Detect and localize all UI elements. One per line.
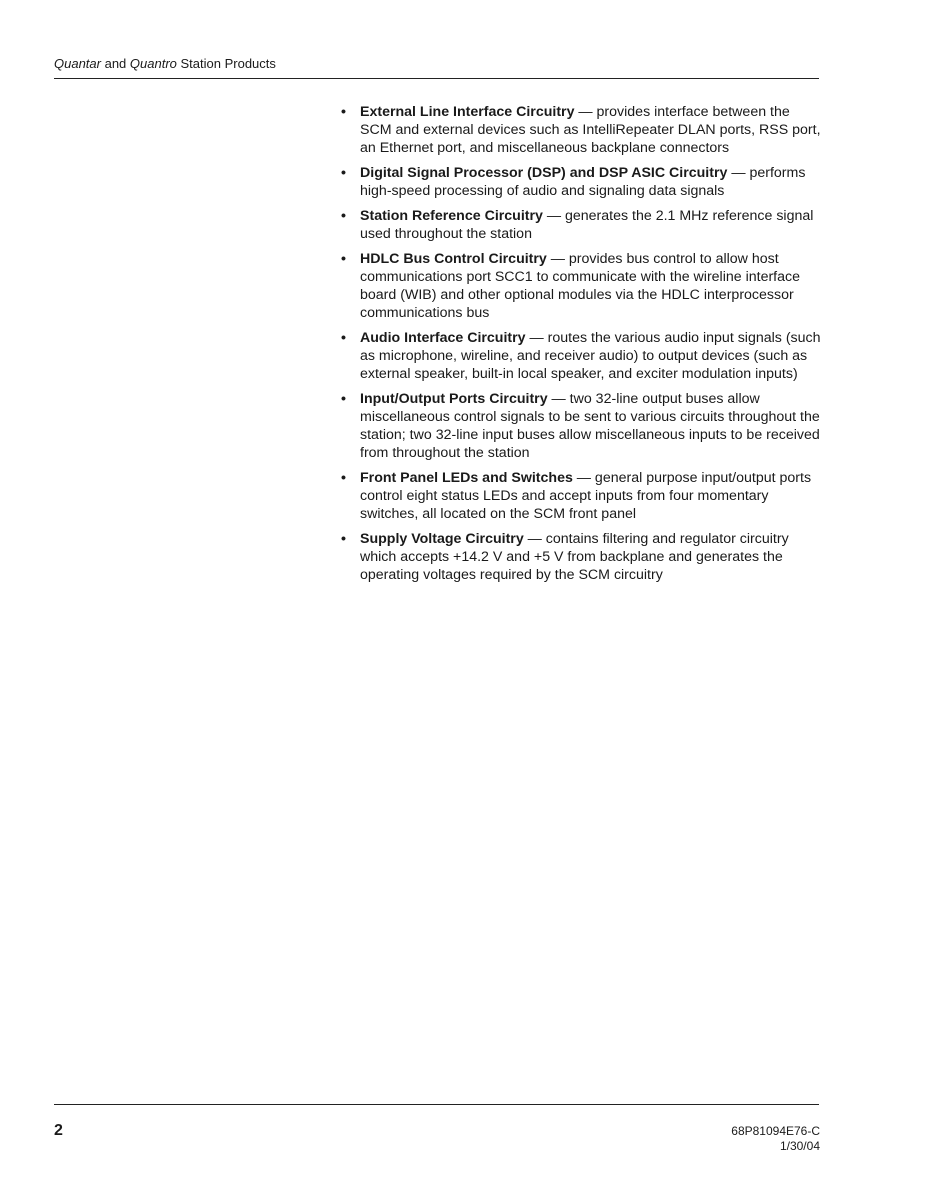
bullet-text: — general purpose input/output ports control eight status LEDs and accept inputs from four momentary switches, all located on the SCM front panel: [360, 470, 812, 523]
bullet-item: [340, 207, 822, 243]
bullet-icon: •: [341, 329, 346, 346]
bullet-text: — provides bus control to allow host communications port SCC1 to communicate with the wireline interface board (WIB) and other optional modules via the HDLC interprocessor communications bus: [360, 250, 800, 322]
bullet-term: Input/Output Ports Circuitry: [360, 390, 548, 407]
document-date: 1/30/04: [779, 1139, 820, 1153]
document-number: 68P81094E76-C: [731, 1124, 820, 1138]
bullet-item: [340, 164, 822, 200]
bullet-item: [340, 530, 822, 585]
running-header: [54, 56, 276, 72]
header-product-quantro: Quantro: [129, 56, 177, 71]
bullet-item: [340, 329, 822, 384]
bullet-icon: •: [341, 390, 346, 407]
bullet-item: [340, 250, 822, 323]
bullet-term: Front Panel LEDs and Switches: [360, 470, 573, 486]
bullet-term: Station Reference Circuitry: [360, 207, 543, 224]
bullet-icon: •: [341, 531, 346, 547]
bullet-text: — generates the 2.1 MHz reference signal used throughout the station: [360, 207, 814, 242]
bullet-term: Supply Voltage Circuitry: [360, 531, 524, 547]
bullet-text: — contains filtering and regulator circuitry which accepts +14.2 V and +5 V from backplane and generates the operating voltages required by the SCM circuitry: [360, 531, 789, 584]
footer-rule: [54, 1104, 819, 1105]
page-number: 2: [54, 1122, 63, 1139]
bullet-text: — two 32-line output buses allow miscellaneous control signals to be sent to various circuits throughout the station; two 32-line input buses allow miscellaneous inputs to be received from throughout the station: [360, 390, 820, 462]
feature-bullet-list: [340, 103, 822, 591]
bullet-item: [340, 469, 822, 524]
header-product-quantar: Quantar: [54, 56, 101, 71]
bullet-item: [340, 103, 822, 158]
bullet-icon: •: [341, 470, 346, 486]
header-rule: [54, 78, 819, 79]
bullet-icon: •: [341, 165, 346, 181]
header-rest: Station Products: [176, 56, 276, 71]
bullet-icon: •: [341, 207, 346, 224]
bullet-term: HDLC Bus Control Circuitry: [360, 250, 547, 267]
header-connector: and: [100, 56, 130, 71]
document-reference: [731, 1124, 820, 1154]
bullet-term: Digital Signal Processor (DSP) and DSP ASIC Circuitry: [360, 165, 728, 181]
bullet-term: External Line Interface Circuitry: [360, 104, 575, 120]
bullet-icon: •: [341, 104, 346, 120]
bullet-term: Audio Interface Circuitry: [360, 329, 526, 346]
bullet-item: [340, 390, 822, 463]
bullet-text: — routes the various audio input signals (such as microphone, wireline, and receiver audio) to output devices (such as external speaker, built-in local speaker, and exciter modulation inputs): [360, 329, 821, 383]
bullet-text: — performs high-speed processing of audio and signaling data signals: [360, 165, 806, 200]
bullet-icon: •: [341, 250, 346, 267]
bullet-text: — provides interface between the SCM and external devices such as IntelliRepeater DLAN ports, RSS port, an Ethernet port, and miscellaneous backplane connectors: [360, 104, 821, 157]
